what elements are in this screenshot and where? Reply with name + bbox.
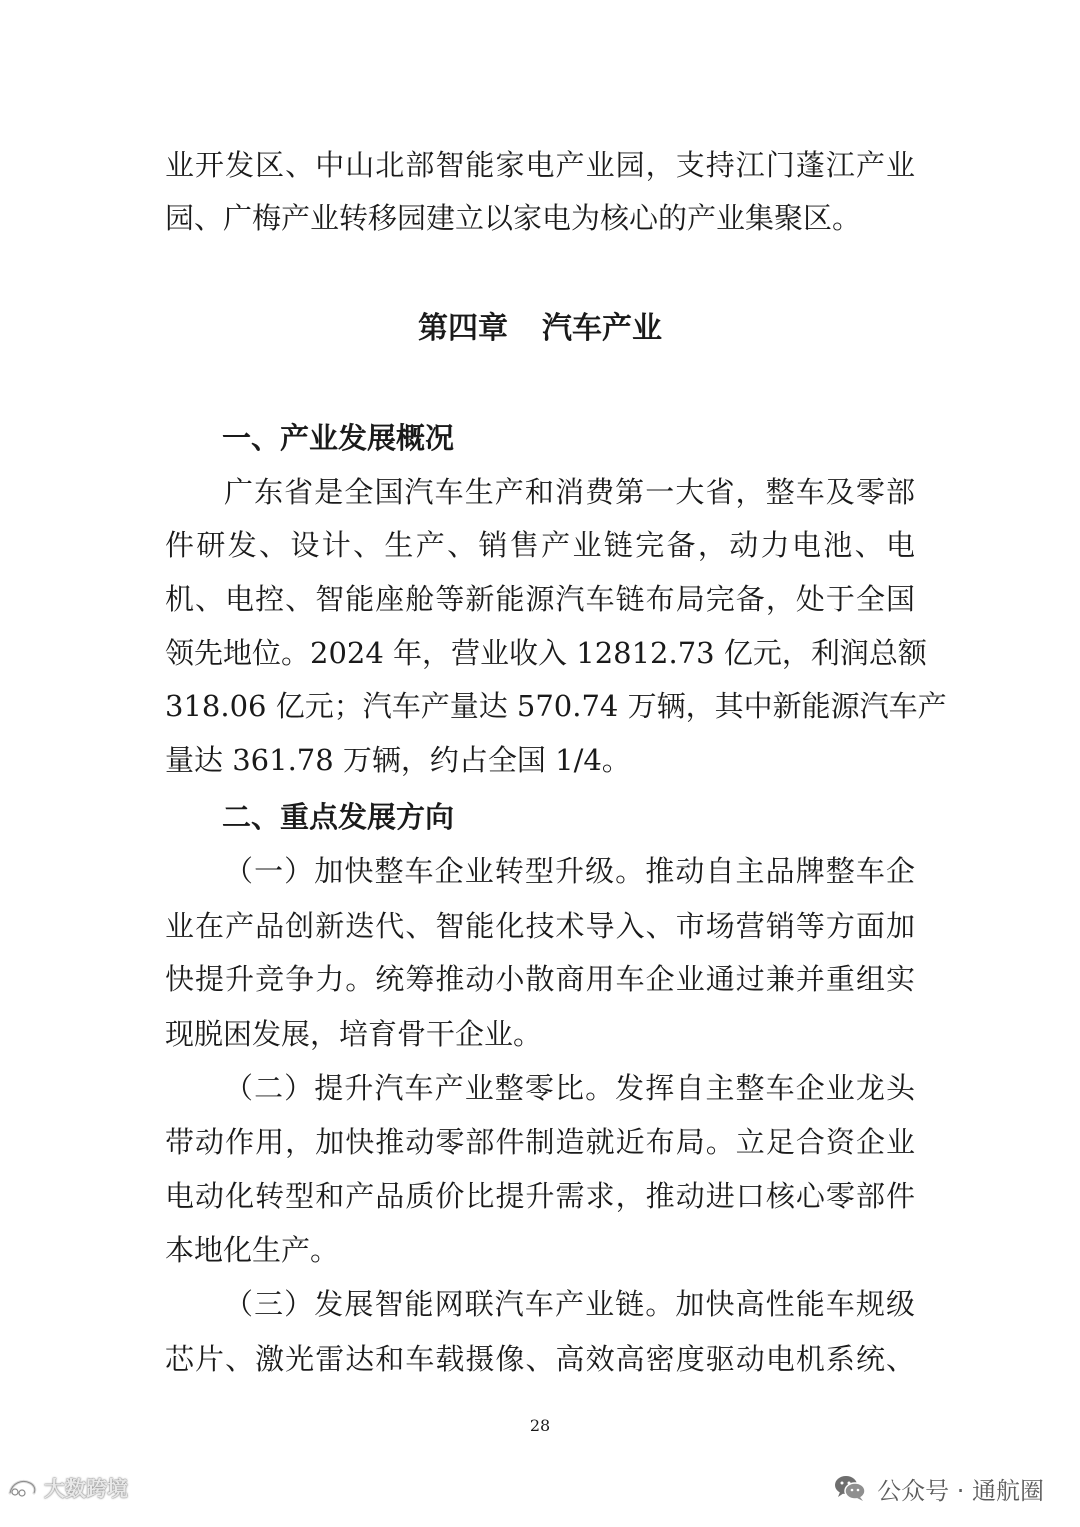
paragraph-line: 机、电控、智能座舱等新能源汽车链布局完备，处于全国 xyxy=(165,582,915,616)
paragraph-line: 件研发、设计、生产、销售产业链完备，动力电池、电 xyxy=(165,528,915,562)
paragraph-line: 芯片、激光雷达和车载摄像、高效高密度驱动电机系统、 xyxy=(165,1342,915,1376)
paragraph-line: 广东省是全国汽车生产和消费第一大省，整车及零部 xyxy=(224,475,915,509)
paragraph-line: 园、广梅产业转移园建立以家电为核心的产业集聚区。 xyxy=(165,201,862,235)
paragraph-line: 量达 361.78 万辆，约占全国 1/4。 xyxy=(165,743,631,777)
paragraph-line: 318.06 亿元；汽车产量达 570.74 万辆，其中新能源汽车产 xyxy=(165,689,947,723)
paragraph-line: （二）提升汽车产业整零比。发挥自主整车企业龙头 xyxy=(224,1071,915,1105)
paragraph-line: 电动化转型和产品质价比提升需求，推动进口核心零部件 xyxy=(165,1179,915,1213)
chapter-number: 第四章 xyxy=(418,311,508,346)
paragraph-line: 本地化生产。 xyxy=(165,1233,340,1267)
shrimp-logo-icon xyxy=(6,1475,40,1501)
paragraph-line: 业在产品创新迭代、智能化技术导入、市场营销等方面加 xyxy=(165,909,915,943)
paragraph-line: 带动作用，加快推动零部件制造就近布局。立足合资企业 xyxy=(165,1125,915,1159)
paragraph-line: 业开发区、中山北部智能家电产业园，支持江门蓬江产业 xyxy=(165,148,915,182)
wechat-icon xyxy=(833,1473,867,1503)
chapter-name: 汽车产业 xyxy=(542,311,662,346)
paragraph-line: （三）发展智能网联汽车产业链。加快高性能车规级 xyxy=(224,1287,915,1321)
watermark-right-text: 公众号 · 通航圈 xyxy=(877,1476,1044,1505)
section-heading: 一、产业发展概况 xyxy=(222,421,455,455)
paragraph-line: 快提升竞争力。统筹推动小散商用车企业通过兼并重组实 xyxy=(165,962,915,996)
page-number: 28 xyxy=(529,1416,551,1435)
chapter-title xyxy=(0,309,1080,349)
paragraph-line: （一）加快整车企业转型升级。推动自主品牌整车企 xyxy=(224,854,915,888)
watermark-left-text: 大数跨境 xyxy=(44,1477,128,1501)
section-heading: 二、重点发展方向 xyxy=(222,800,455,834)
paragraph-line: 领先地位。2024 年，营业收入 12812.73 亿元，利润总额 xyxy=(165,636,927,670)
watermark-right xyxy=(833,1468,1044,1508)
watermark-left xyxy=(6,1469,128,1507)
paragraph-line: 现脱困发展，培育骨干企业。 xyxy=(165,1017,543,1051)
